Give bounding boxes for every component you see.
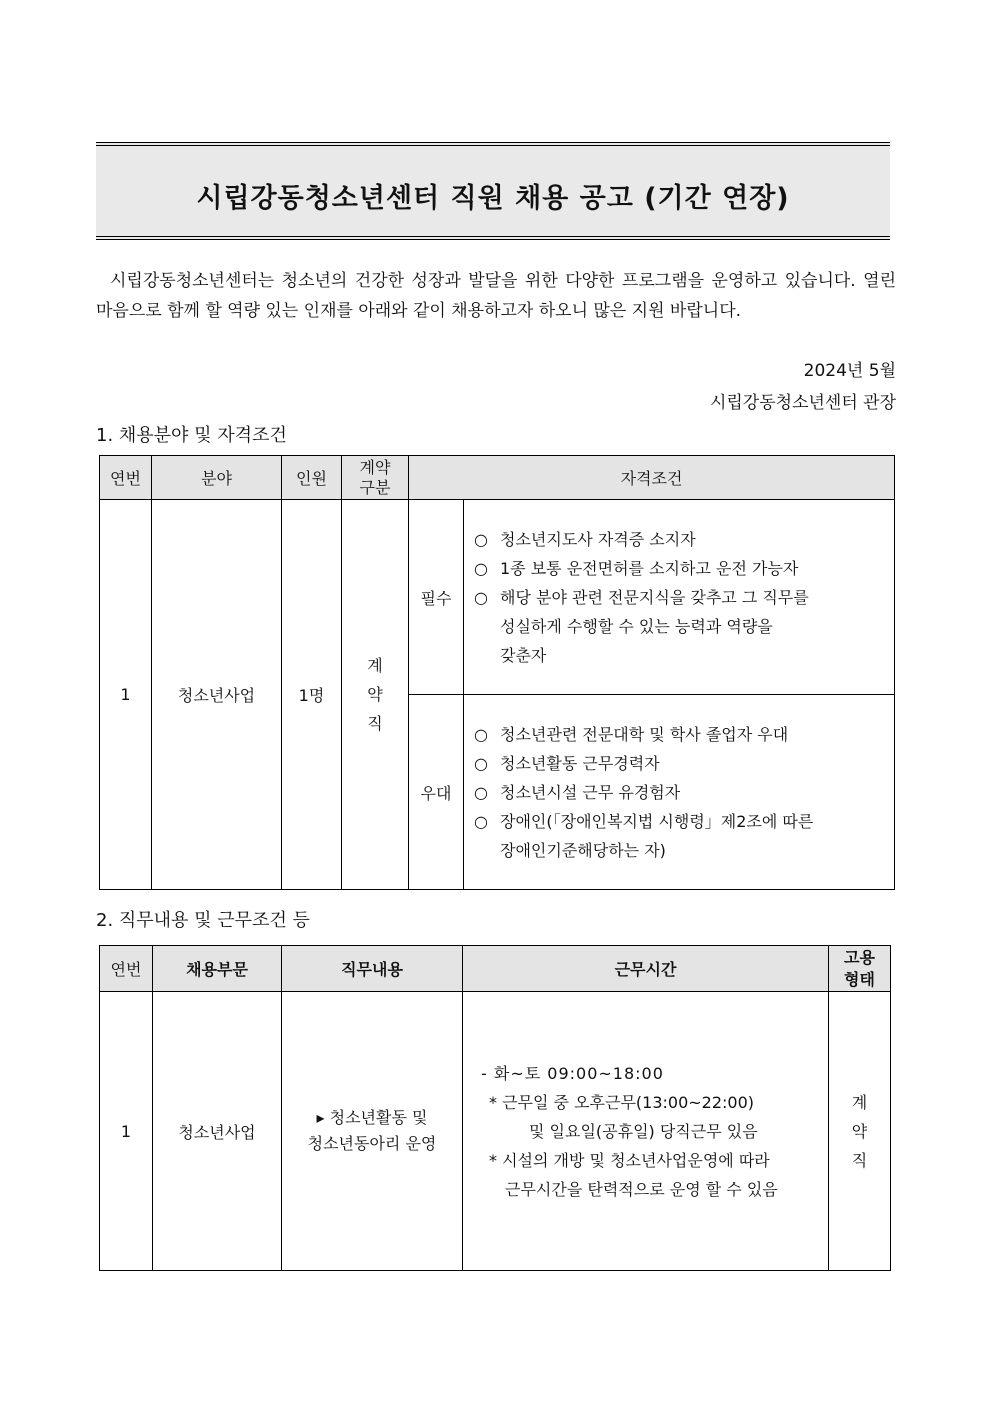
header-contract-line1: 계약 [359,457,391,477]
cell-no: 1 [100,500,152,890]
duty-line: ▸ 청소년활동 및 [316,1108,428,1127]
list-item [474,583,884,670]
header-hours: 근무시간 [463,946,829,992]
cell-type [829,992,891,1271]
circle-bullet-icon: ○ [474,811,488,831]
header-duty: 직무내용 [282,946,463,992]
condition-line: 갖춘자 [500,645,547,665]
preferred-conditions [464,695,895,890]
condition-line: 장애인(「장애인복지법 시행령」제2조에 따른 [500,811,814,831]
circle-bullet-icon: ○ [474,753,488,773]
cell-field: 청소년사업 [152,500,282,890]
list-item [474,525,884,554]
circle-bullet-icon: ○ [474,558,488,578]
header-type-line1: 고용 [844,947,875,967]
qualification-table [99,455,895,890]
condition-line: 장애인기준해당하는 자) [500,840,666,860]
header-field: 분야 [152,456,282,500]
list-item [474,778,884,807]
required-conditions [464,500,895,695]
header-contract [342,456,409,500]
contract-char: 계 [367,656,383,675]
condition-line: 청소년시설 근무 유경험자 [500,782,681,802]
announcement-date: 2024년 5월 [803,361,896,381]
cell-dept: 청소년사업 [153,992,282,1271]
circle-bullet-icon: ○ [474,724,488,744]
circle-bullet-icon: ○ [474,529,488,549]
duty-table [99,945,891,1271]
type-char: 계 [851,1092,868,1112]
condition-line: 해당 분야 관련 전문지식을 갖추고 그 직무를 [500,587,809,607]
list-item [474,807,884,865]
cell-hours [463,992,829,1271]
header-type [829,946,891,992]
hours-line: 및 일요일(공휴일) 당직근무 있음 [529,1121,758,1141]
condition-line: 성실하게 수행할 수 있는 능력과 역량을 [500,616,773,636]
duty-line: 청소년동아리 운영 [307,1134,437,1153]
header-no: 연번 [100,456,152,500]
header-dept: 채용부문 [153,946,282,992]
cell-no: 1 [100,992,153,1271]
condition-line: 청소년관련 전문대학 및 학사 졸업자 우대 [500,724,789,744]
list-item [474,554,884,583]
required-label: 필수 [409,500,464,695]
page-title: 시립강동청소년센터 직원 채용 공고 (기간 연장) [196,183,790,214]
section2-title: 2. 직무내용 및 근무조건 등 [96,910,310,931]
contract-char: 직 [367,714,383,733]
intro-text: 시립강동청소년센터는 청소년의 건강한 성장과 발달을 위한 다양한 프로그램을 운영하고 있습니다. 열린 마음으로 함께 할 역량 있는 인재를 아래와 같이 채용하고자 하오니 많은 지원 바랍니다. [96,271,896,321]
hours-line: - 화~토 09:00~18:00 [481,1063,664,1083]
condition-line: 1종 보통 운전면허를 소지하고 운전 가능자 [500,558,799,578]
header-no: 연번 [100,946,153,992]
condition-line: 청소년활동 근무경력자 [500,753,660,773]
cell-count: 1명 [282,500,342,890]
header-type-line2: 형태 [844,969,875,989]
list-item [474,720,884,749]
table-row [100,992,891,1271]
header-contract-line2: 구분 [359,477,391,497]
intro-paragraph [96,266,896,326]
hours-line: * 시설의 개방 및 청소년사업운영에 따라 [489,1150,770,1170]
condition-line: 청소년지도사 자격증 소지자 [500,529,696,549]
cell-duty [282,992,463,1271]
type-char: 직 [851,1150,868,1170]
hours-line: 근무시간을 탄력적으로 운영 할 수 있음 [505,1179,778,1199]
preferred-label: 우대 [409,695,464,890]
circle-bullet-icon: ○ [474,587,488,607]
circle-bullet-icon: ○ [474,782,488,802]
table-header-row [100,946,891,992]
header-count: 인원 [282,456,342,500]
contract-char: 약 [367,685,383,704]
type-char: 약 [851,1121,868,1141]
table-row [100,500,895,695]
list-item [474,749,884,778]
section1-title: 1. 채용분야 및 자격조건 [96,425,287,446]
table-header-row [100,456,895,500]
title-box [96,142,890,240]
signer: 시립강동청소년센터 관장 [709,393,896,413]
cell-contract [342,500,409,890]
hours-line: * 근무일 중 오후근무(13:00~22:00) [489,1092,755,1112]
header-qualification: 자격조건 [409,456,895,500]
